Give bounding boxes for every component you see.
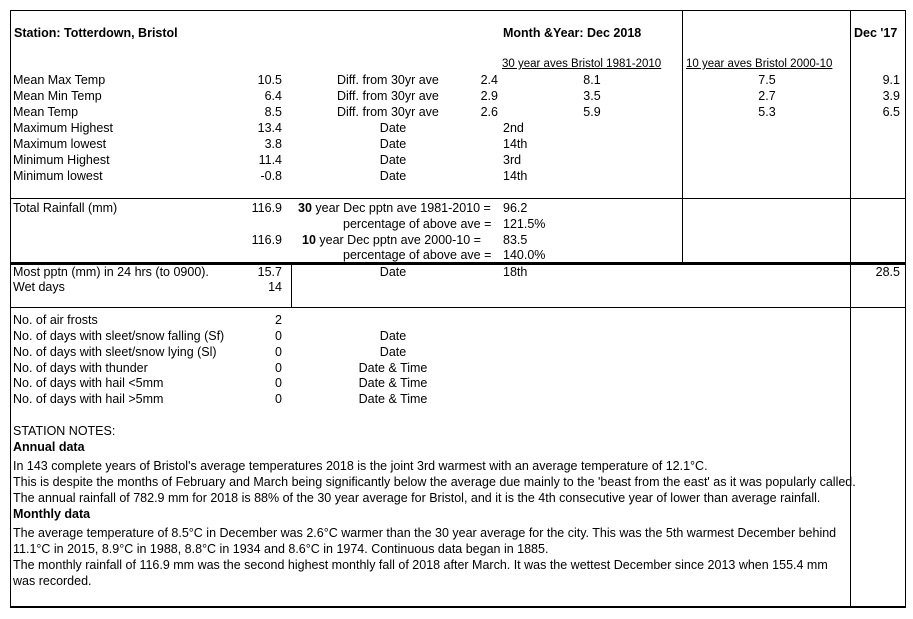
pptn-date-label: Date — [379, 265, 407, 279]
diff-label: Diff. from 30yr ave — [337, 89, 439, 103]
rainfall-ave10-text: year Dec pptn ave 2000-10 = — [315, 233, 481, 247]
row-label: Maximum lowest — [13, 137, 107, 151]
ave30-header: 30 year aves Bristol 1981-2010 — [502, 58, 662, 70]
row-value: 2 — [275, 313, 282, 327]
row-label: No. of days with sleet/snow lying (Sl) — [13, 345, 217, 359]
row-value: 11.4 — [258, 153, 282, 167]
ave10-header: 10 year aves Bristol 2000-10 — [686, 58, 833, 70]
row-label: Minimum Highest — [13, 153, 110, 167]
rule-rainfall-top — [10, 198, 906, 199]
rainfall-ave10-label — [302, 233, 481, 248]
row-label: Mean Temp — [13, 105, 79, 119]
ave10-value: 7.5 — [758, 73, 776, 87]
date-label: Date — [379, 137, 407, 151]
border-bottom — [10, 606, 906, 608]
row-value: 13.4 — [257, 121, 282, 135]
rainfall-ave30-years: 30 — [298, 201, 312, 215]
date-label: Date — [379, 169, 407, 183]
row-value: 0 — [275, 329, 282, 343]
divider-ave10 — [682, 10, 683, 263]
date-label: Date — [379, 345, 407, 359]
ave30-value: 8.1 — [583, 73, 601, 87]
row-value: 3.8 — [264, 137, 282, 151]
row-value: -0.8 — [260, 169, 282, 183]
date-label: Date & Time — [358, 376, 428, 390]
date-value: 2nd — [503, 121, 524, 135]
rainfall-pct2-label: percentage of above ave = — [343, 248, 492, 262]
prev-value: 6.5 — [882, 105, 900, 119]
date-label: Date & Time — [358, 361, 428, 375]
wet-days-value: 14 — [268, 280, 282, 294]
prev-value: 9.1 — [882, 73, 900, 87]
row-label: Maximum Highest — [13, 121, 114, 135]
ave10-value: 2.7 — [758, 89, 776, 103]
pptn-value: 15.7 — [257, 265, 282, 279]
diff-value: 2.4 — [480, 73, 498, 87]
monthly-heading: Monthly data — [13, 507, 91, 521]
row-value: 0 — [275, 345, 282, 359]
annual-heading: Annual data — [13, 440, 85, 454]
row-label: No. of days with hail <5mm — [13, 376, 164, 390]
annual-line-1: This is despite the months of February and March being significantly below the average due mainly to the 'beast from the east' as it was popularly called. — [13, 475, 856, 489]
pptn-prev: 28.5 — [875, 265, 900, 279]
rainfall-pct1-value: 121.5% — [503, 217, 546, 231]
row-value: 0 — [275, 392, 282, 406]
diff-value: 2.9 — [480, 89, 498, 103]
diff-label: Diff. from 30yr ave — [337, 105, 439, 119]
row-label: Minimum lowest — [13, 169, 103, 183]
monthly-line-3: was recorded. — [13, 574, 92, 588]
monthly-line-2: The monthly rainfall of 116.9 mm was the second highest monthly fall of 2018 after March. It was the wettest December since 2013 when 155.4 mm — [13, 558, 828, 572]
pptn-date: 18th — [503, 265, 528, 279]
row-label: Mean Min Temp — [13, 89, 102, 103]
date-value: 14th — [503, 137, 528, 151]
date-value: 14th — [503, 169, 528, 183]
date-label: Date — [379, 153, 407, 167]
rule-counts-top — [10, 307, 906, 308]
rainfall-ave10-value: 83.5 — [503, 233, 528, 247]
divider-values — [291, 264, 292, 308]
ave30-value: 5.9 — [583, 105, 601, 119]
prev-value: 3.9 — [882, 89, 900, 103]
diff-label: Diff. from 30yr ave — [337, 73, 439, 87]
rainfall-label: Total Rainfall (mm) — [13, 201, 118, 215]
row-value: 10.5 — [257, 73, 282, 87]
prev-year-header: Dec '17 — [854, 26, 898, 40]
ave10-value: 5.3 — [758, 105, 776, 119]
annual-line-2: The annual rainfall of 782.9 mm for 2018 is 88% of the 30 year average for Bristol, and it is the 4th consecutive year of lower than average rainfall. — [13, 491, 821, 505]
row-value: 6.4 — [264, 89, 282, 103]
monthly-line-0: The average temperature of 8.5°C in December was 2.6°C warmer than the 30 year average for the city. This was the 5th warmest December behind — [13, 526, 837, 540]
notes-heading: STATION NOTES: — [13, 424, 116, 438]
border-right — [905, 10, 906, 607]
wet-days-label: Wet days — [13, 280, 65, 294]
date-label: Date — [379, 121, 407, 135]
border-top — [10, 10, 906, 11]
row-label: No. of days with hail >5mm — [13, 392, 164, 406]
border-left — [10, 10, 11, 607]
row-value: 0 — [275, 376, 282, 390]
date-label: Date — [379, 329, 407, 343]
annual-line-0: In 143 complete years of Bristol's average temperatures 2018 is the joint 3rd warmest with an average temperature of 12.1°C. — [13, 459, 708, 473]
rainfall-value-2: 116.9 — [251, 233, 282, 247]
row-label: No. of days with sleet/snow falling (Sf) — [13, 329, 225, 343]
row-value: 0 — [275, 361, 282, 375]
date-label: Date & Time — [358, 392, 428, 406]
rainfall-ave30-label — [298, 201, 491, 216]
diff-value: 2.6 — [480, 105, 498, 119]
monthly-line-1: 11.1°C in 2015, 8.9°C in 1988, 8.8°C in 1934 and 8.6°C in 1974. Continuous data began in 1885. — [13, 542, 549, 556]
divider-prev-year — [850, 10, 851, 607]
row-label: Mean Max Temp — [13, 73, 106, 87]
row-value: 8.5 — [264, 105, 282, 119]
rainfall-ave30-value: 96.2 — [503, 201, 528, 215]
row-label: No. of air frosts — [13, 313, 98, 327]
rainfall-value-1: 116.9 — [251, 201, 282, 215]
rainfall-ave10-years: 10 — [302, 233, 316, 247]
row-label: No. of days with thunder — [13, 361, 148, 375]
month-year: Month &Year: Dec 2018 — [503, 26, 642, 40]
date-value: 3rd — [503, 153, 522, 167]
rainfall-pct1-label: percentage of above ave = — [343, 217, 492, 231]
pptn-label: Most pptn (mm) in 24 hrs (to 0900). — [13, 265, 209, 279]
rainfall-pct2-value: 140.0% — [503, 248, 546, 262]
rainfall-ave30-text: year Dec pptn ave 1981-2010 = — [311, 201, 491, 215]
station-title: Station: Totterdown, Bristol — [14, 26, 178, 40]
ave30-value: 3.5 — [583, 89, 601, 103]
